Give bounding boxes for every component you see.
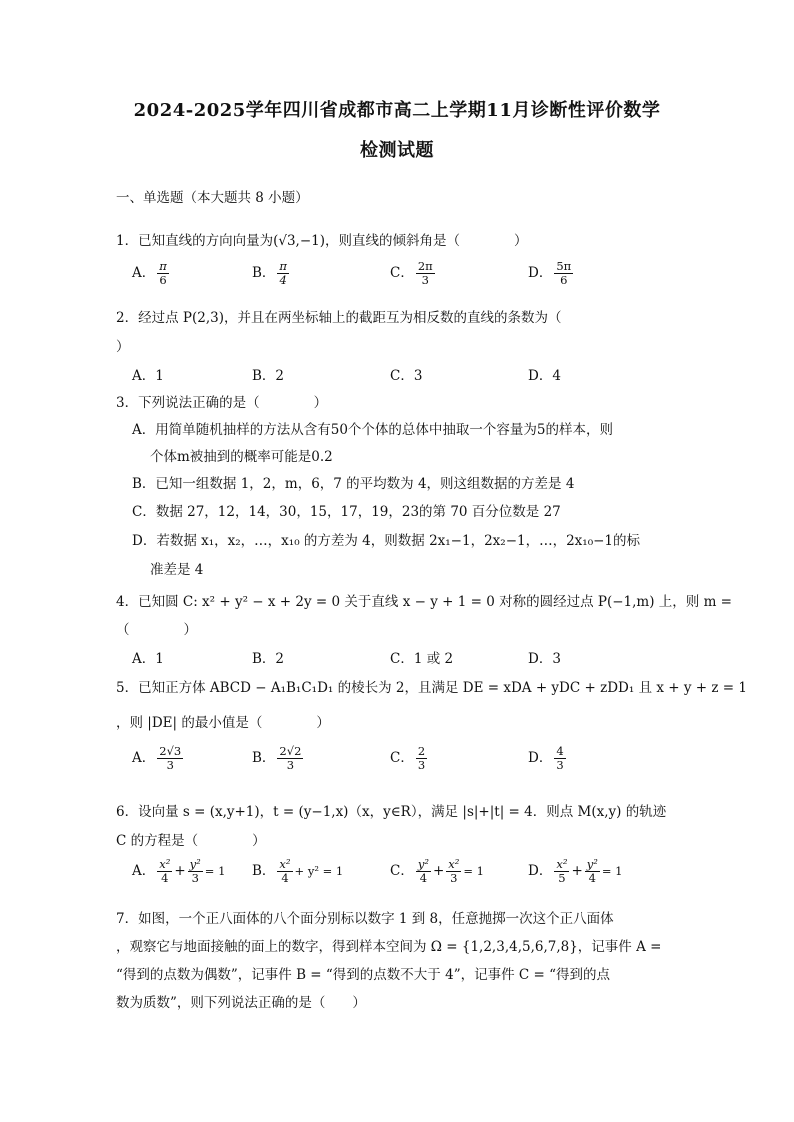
denominator: 3 xyxy=(421,273,429,288)
q4-stem-line1: 4．已知圆 C: x² + y² − x + 2y = 0 关于直线 x − y + 1 = 0 对称的圆经过点 P(−1,m) 上，则 m = xyxy=(116,594,732,610)
q5-option-d xyxy=(528,745,568,772)
equation-tail: = 1 xyxy=(601,864,623,879)
denominator: 4 xyxy=(279,273,287,288)
q7-stem-line4: 数为质数”，则下列说法正确的是（ ） xyxy=(116,995,366,1011)
denominator: 5 xyxy=(558,871,566,886)
q1-option-b xyxy=(252,260,291,287)
numerator: y² xyxy=(189,857,201,871)
option-label: B． xyxy=(252,863,276,880)
q7-stem-line3: “得到的点数为偶数”，记事件 B = “得到的点数不大于 4”，记事件 C = “得到的点 xyxy=(116,967,611,983)
denominator: 4 xyxy=(588,871,596,886)
denominator: 6 xyxy=(159,273,167,288)
option-label: C． xyxy=(390,265,414,282)
q6-stem-line2: C 的方程是（ ） xyxy=(116,833,266,849)
option-label: D． xyxy=(528,750,553,767)
denominator: 4 xyxy=(281,871,289,886)
numerator: x² xyxy=(448,857,460,871)
q3-option-d-line2: 准差是 4 xyxy=(150,562,204,578)
q4-option-d: D．3 xyxy=(528,651,561,667)
q6-option-a xyxy=(132,858,225,885)
plus-sign: + xyxy=(174,863,186,880)
q5-stem-line2: ，则 |DE| 的最小值是（ ） xyxy=(116,715,330,731)
fraction xyxy=(554,745,565,772)
numerator: x² xyxy=(279,857,291,871)
q1-stem: 1．已知直线的方向向量为(√3,−1)，则直线的倾斜角是（ ） xyxy=(116,233,528,249)
numerator: 5π xyxy=(556,259,572,273)
denominator: 3 xyxy=(191,871,199,886)
q5-option-b xyxy=(252,745,305,772)
denominator: 3 xyxy=(417,758,426,773)
option-label: D． xyxy=(528,265,553,282)
q6-option-b xyxy=(252,858,343,885)
fraction xyxy=(416,858,431,885)
numerator: y² xyxy=(586,857,598,871)
equation-tail: = 1 xyxy=(204,864,226,879)
q5-option-c xyxy=(390,745,429,772)
q3-option-c: C．数据 27，12，14，30，15，17，19，23的第 70 百分位数是 27 xyxy=(132,504,561,520)
q4-option-b: B．2 xyxy=(252,651,285,667)
doc-title-line2: 检测试题 xyxy=(360,140,434,161)
denominator: 4 xyxy=(419,871,428,886)
denominator: 3 xyxy=(556,758,564,773)
q4-option-a: A．1 xyxy=(132,651,164,667)
numerator: x² xyxy=(556,857,568,871)
q2-option-d: D．4 xyxy=(528,368,561,384)
fraction xyxy=(416,260,435,287)
fraction xyxy=(554,260,573,287)
numerator: 2√3 xyxy=(159,744,182,758)
fraction xyxy=(157,260,169,287)
q3-option-d-line1: D．若数据 x₁，x₂，…，x₁₀ 的方差为 4，则数据 2x₁−1，2x₂−1，…，2x₁₀−1的标 xyxy=(132,533,641,549)
fraction xyxy=(277,745,303,772)
q1-option-d xyxy=(528,260,575,287)
q5-stem-line1: 5．已知正方体 ABCD − A₁B₁C₁D₁ 的棱长为 2，且满足 DE = xDA + yDC + zDD₁ 且 x + y + z = 1 xyxy=(116,680,747,696)
option-label: B． xyxy=(252,265,276,282)
q2-stem-line2: ） xyxy=(116,339,130,355)
option-label: B． xyxy=(252,750,276,767)
denominator: 3 xyxy=(450,871,458,886)
option-label: C． xyxy=(390,863,414,880)
plus-sign: + xyxy=(432,863,445,880)
q2-stem-line1: 2．经过点 P(2,3)，并且在两坐标轴上的截距互为相反数的直线的条数为（ xyxy=(116,310,562,326)
fraction xyxy=(446,858,461,885)
q3-option-b: B．已知一组数据 1，2，m，6，7 的平均数为 4，则这组数据的方差是 4 xyxy=(132,476,575,492)
numerator: 2 xyxy=(417,744,426,758)
fraction xyxy=(277,858,292,885)
q6-option-d xyxy=(528,858,622,885)
q3-stem: 3．下列说法正确的是（ ） xyxy=(116,395,328,411)
q1-option-a xyxy=(132,260,171,287)
numerator: 4 xyxy=(556,744,564,758)
section-heading: 一、单选题（本大题共 8 小题） xyxy=(116,190,309,206)
fraction xyxy=(157,745,183,772)
option-label: A． xyxy=(132,863,156,880)
plus-sign: + xyxy=(571,863,583,880)
numerator: 2√2 xyxy=(279,744,302,758)
equation-tail: = 1 xyxy=(463,864,484,879)
fraction xyxy=(416,745,427,772)
denominator: 3 xyxy=(166,758,174,773)
numerator: y² xyxy=(417,857,429,871)
doc-title-line1: 2024-2025学年四川省成都市高二上学期11月诊断性评价数学 xyxy=(133,100,661,121)
denominator: 4 xyxy=(161,871,169,886)
fraction xyxy=(157,858,172,885)
q1-option-c xyxy=(390,260,437,287)
option-label: D． xyxy=(528,863,553,880)
q2-option-b: B．2 xyxy=(252,368,285,384)
numerator: x² xyxy=(159,857,171,871)
numerator: π xyxy=(159,259,167,273)
q3-option-a-line1: A．用简单随机抽样的方法从含有50个个体的总体中抽取一个容量为5的样本，则 xyxy=(132,422,614,438)
numerator: π xyxy=(279,259,287,273)
fraction xyxy=(554,858,569,885)
q2-option-c: C．3 xyxy=(390,368,423,384)
option-label: C． xyxy=(390,750,414,767)
q6-stem-line1: 6．设向量 s = (x,y+1)，t = (y−1,x)（x，y∈R），满足 |s|+|t| = 4．则点 M(x,y) 的轨迹 xyxy=(116,804,667,820)
equation-tail: + y² = 1 xyxy=(294,864,344,879)
denominator: 6 xyxy=(560,273,568,288)
denominator: 3 xyxy=(286,758,295,773)
numerator: 2π xyxy=(417,259,433,273)
q4-stem-line2: （ ） xyxy=(116,622,197,638)
q4-option-c: C．1 或 2 xyxy=(390,651,454,667)
fraction xyxy=(188,858,203,885)
q5-option-a xyxy=(132,745,185,772)
fraction xyxy=(277,260,289,287)
q7-stem-line2: ，观察它与地面接触的面上的数字，得到样本空间为 Ω = {1,2,3,4,5,6,7,8}，记事件 A = xyxy=(116,939,662,955)
fraction xyxy=(585,858,600,885)
q7-stem-line1: 7．如图，一个正八面体的八个面分别标以数字 1 到 8，任意抛掷一次这个正八面体 xyxy=(116,911,614,927)
option-label: A． xyxy=(132,265,156,282)
q6-option-c xyxy=(390,858,484,885)
q3-option-a-line2: 个体m被抽到的概率可能是0.2 xyxy=(150,449,333,465)
q2-option-a: A．1 xyxy=(132,368,164,384)
option-label: A． xyxy=(132,750,156,767)
